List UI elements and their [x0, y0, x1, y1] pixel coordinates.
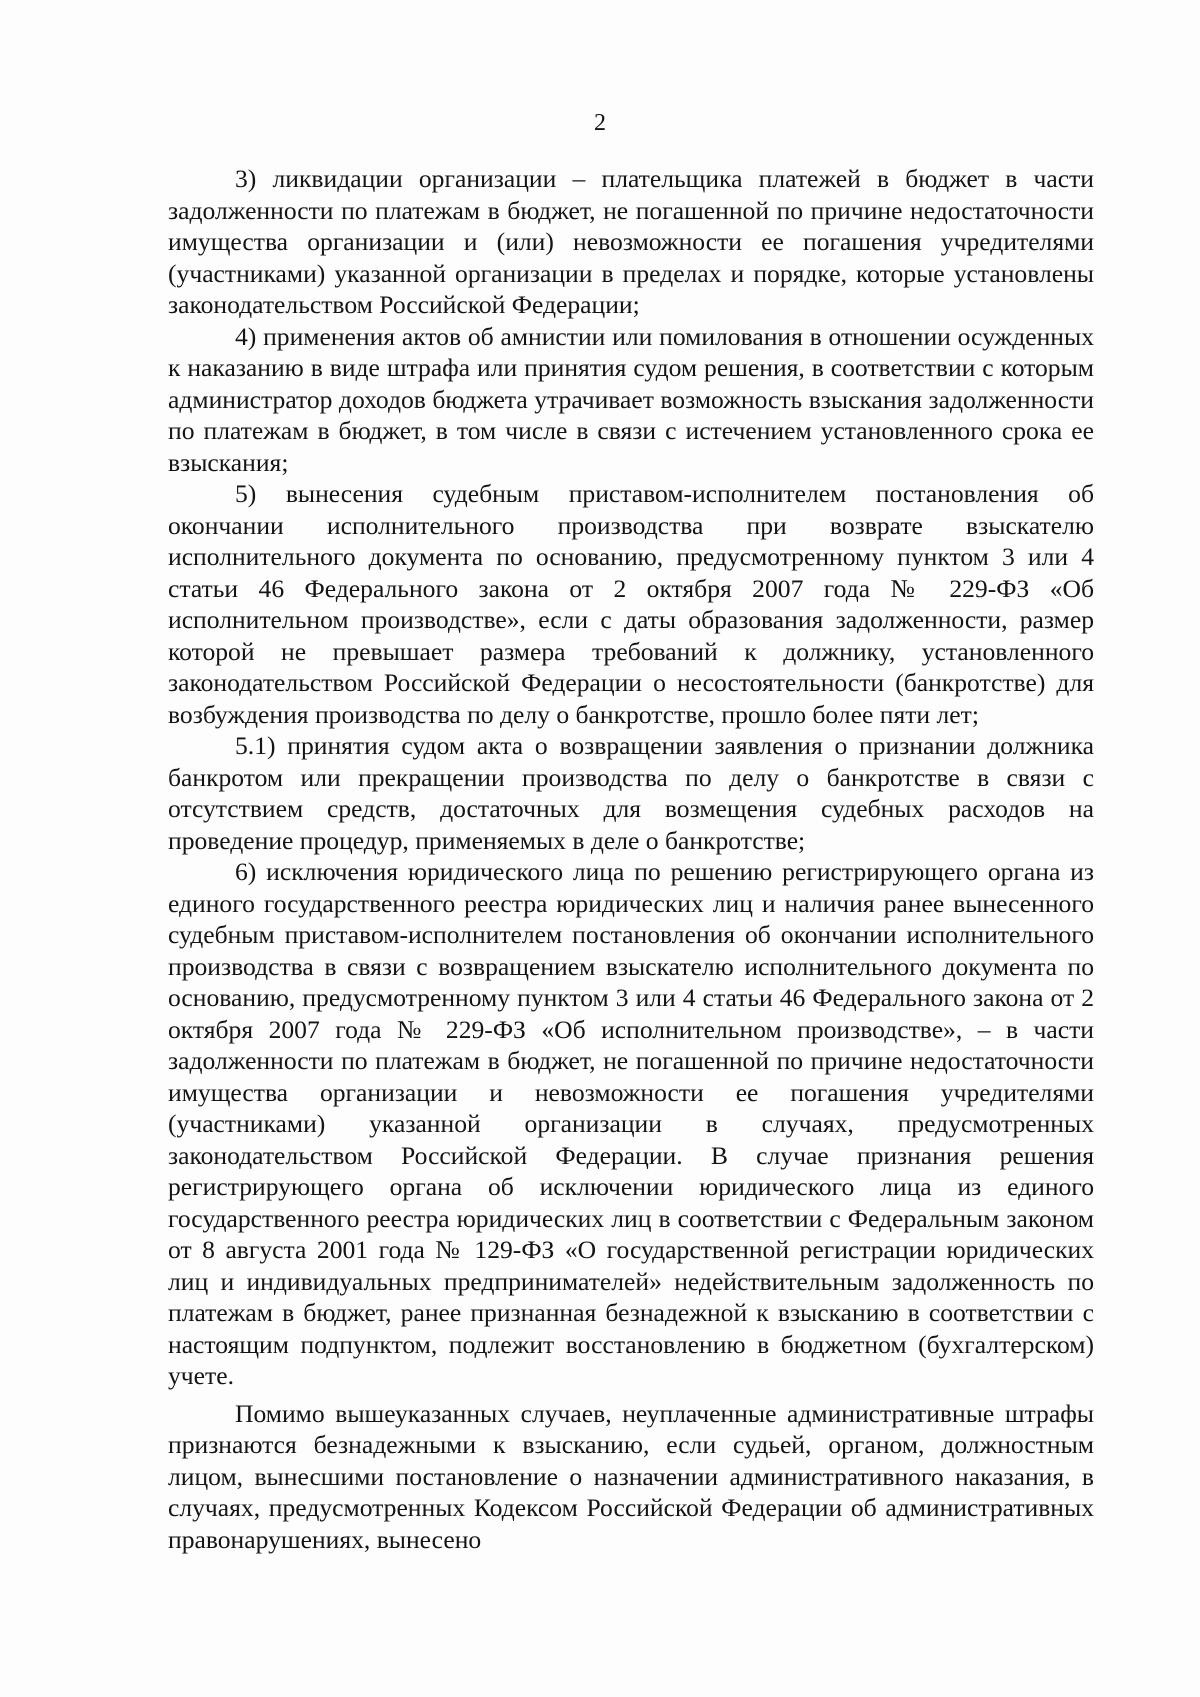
paragraph-fines: Помимо вышеуказанных случаев, неуплаченные административные штрафы признаются безнадежными к взысканию, если судьей, органом, должностным лицом, вынесшими постановление о назначении административного наказания, в случаях, предусмотренных Кодексом Российской Федерации об административных правонарушениях, вынесено	[168, 1398, 1094, 1554]
paragraph-item-5-1: 5.1) принятия судом акта о возвращении заявления о признании должника банкротом или прекращении производства по делу о банкротстве в связи с отсутствием средств, достаточных для возмещения судебных расходов на проведение процедур, применяемых в деле о банкротстве;	[168, 731, 1094, 855]
page-number: 2	[594, 110, 606, 136]
paragraph-item-5: 5) вынесения судебным приставом-исполнителем постановления об окончании исполнительного производства при возврате взыскателю исполнительного документа по основанию, предусмотренному пунктом 3 или 4 статьи 46 Федерального закона от 2 октября 2007 года № 229-ФЗ «Об исполнительном производстве», если с даты образования задолженности, размер которой не превышает размера требований к должнику, установленного законодательством Российской Федерации о несостоятельности (банкротстве) для возбуждения производства по делу о банкротстве, прошло более пяти лет;	[168, 479, 1094, 729]
document-body	[168, 163, 1094, 1555]
paragraph-item-3: 3) ликвидации организации – плательщика платежей в бюджет в части задолженности по платежам в бюджет, не погашенной по причине недостаточности имущества организации и (или) невозможности ее погашения учредителями (участниками) указанной организации в пределах и порядке, которые установлены законодательством Российской Федерации;	[168, 164, 1094, 319]
paragraph-item-4: 4) применения актов об амнистии или помилования в отношении осужденных к наказанию в виде штрафа или принятия судом решения, в соответствии с которым администратор доходов бюджета утрачивает возможность взыскания задолженности по платежам в бюджет, в том числе в связи с истечением установленного срока ее взыскания;	[168, 321, 1094, 477]
paragraph-item-6: 6) исключения юридического лица по решению регистрирующего органа из единого государственного реестра юридических лиц и наличия ранее вынесенного судебным приставом-исполнителем постановления об окончании исполнительного производства в связи с возвращением взыскателю исполнительного документа по основанию, предусмотренному пунктом 3 или 4 статьи 46 Федерального закона от 2 октября 2007 года № 229-ФЗ «Об исполнительном производстве», – в части задолженности по платежам в бюджет, не погашенной по причине недостаточности имущества организации и невозможности ее погашения учредителями (участниками) указанной организации в случаях, предусмотренных законодательством Российской Федерации. В случае признания решения регистрирующего органа об исключении юридического лица из единого государственного реестра юридических лиц в соответствии с Федеральным законом от 8 августа 2001 года № 129-ФЗ «О государственной регистрации юридических лиц и индивидуальных предпринимателей» недействительным задолженность по платежам в бюджет, ранее признанная безнадежной к взысканию в соответствии с настоящим подпунктом, подлежит восстановлению в бюджетном (бухгалтерском) учете.	[168, 857, 1094, 1390]
